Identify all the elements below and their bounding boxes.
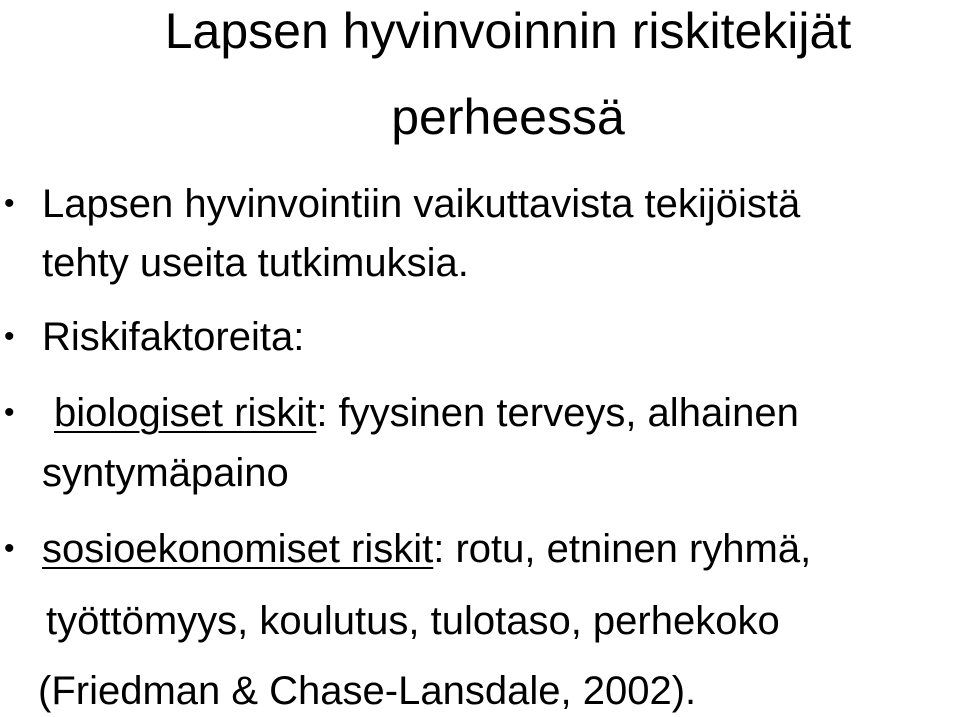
- bullet-2-line-1: Riskifaktoreita:: [42, 315, 305, 359]
- bullet-4-line-3: (Friedman & Chase-Lansdale, 2002).: [38, 669, 697, 713]
- bullet-4-line-2: työttömyys, koulutus, tulotaso, perhekoko: [46, 599, 780, 643]
- bullet-3-term: biologiset riskit: [54, 391, 317, 435]
- bullet-3-line-2: syntymäpaino: [42, 451, 289, 495]
- bullet-1-line-2: tehty useita tutkimuksia.: [42, 241, 469, 285]
- slide-title-line-2: perheessä: [391, 89, 625, 145]
- bullet-3-line-1: [54, 390, 799, 436]
- bullet-3-rest: : fyysinen terveys, alhainen: [316, 391, 799, 435]
- bullet-icon: •: [4, 320, 15, 353]
- bullet-icon: •: [4, 187, 15, 220]
- bullet-4-rest: : rotu, etninen ryhmä,: [433, 527, 812, 571]
- bullet-1-line-1: Lapsen hyvinvointiin vaikuttavista tekijöistä: [42, 182, 801, 226]
- slide-title-line-1: Lapsen hyvinvoinnin riskitekijät: [164, 3, 852, 59]
- bullet-4-line-1: [42, 526, 811, 572]
- bullet-icon: •: [4, 532, 15, 565]
- bullet-4-term: sosioekonomiset riskit: [42, 527, 434, 571]
- bullet-icon: •: [4, 396, 15, 429]
